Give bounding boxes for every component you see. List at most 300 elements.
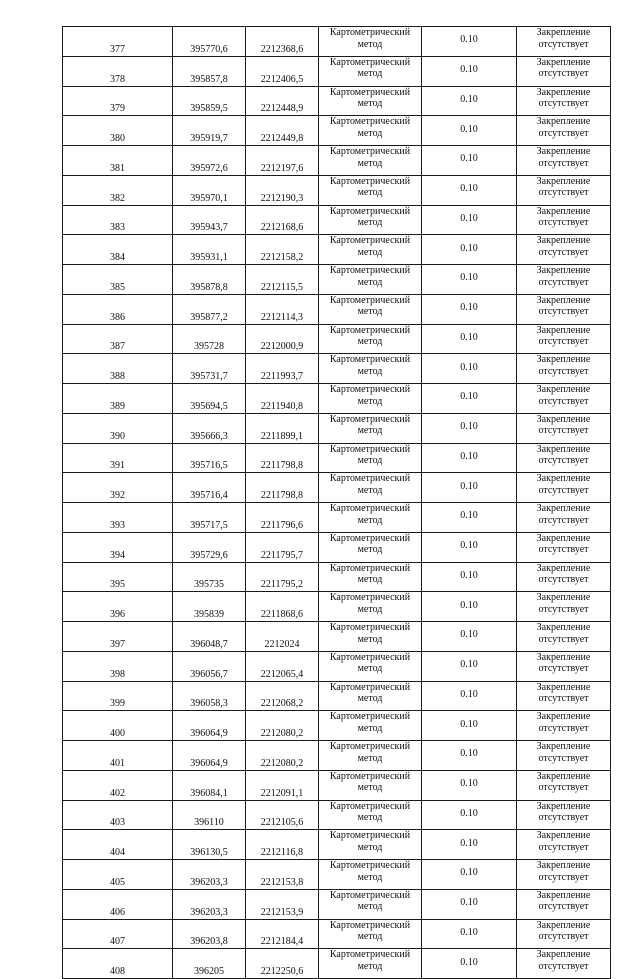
fixation-line-1: Закрепление bbox=[536, 265, 591, 276]
method-cell bbox=[319, 622, 422, 652]
method-line-2: метод bbox=[357, 633, 383, 645]
table-row bbox=[63, 592, 611, 622]
fixation-line-1: Закрепление bbox=[536, 27, 591, 38]
y-coordinate-cell: 2211795,7 bbox=[246, 532, 319, 562]
y-coordinate-cell: 2212449,8 bbox=[246, 116, 319, 146]
precision-cell: 0.10 bbox=[422, 830, 517, 860]
table-row bbox=[63, 413, 611, 443]
method-line-1: Картометрический bbox=[329, 205, 411, 217]
fixation-cell bbox=[517, 592, 611, 622]
precision-cell: 0.10 bbox=[422, 681, 517, 711]
point-number-cell: 391 bbox=[63, 443, 173, 473]
fixation-line-1: Закрепление bbox=[536, 146, 591, 157]
method-line-1: Картометрический bbox=[329, 27, 411, 38]
fixation-line-1: Закрепление bbox=[536, 384, 591, 395]
precision-cell: 0.10 bbox=[422, 800, 517, 830]
y-coordinate-cell: 2211993,7 bbox=[246, 354, 319, 384]
point-number-cell: 393 bbox=[63, 503, 173, 533]
method-line-2: метод bbox=[357, 484, 383, 496]
table-row bbox=[63, 770, 611, 800]
table-row bbox=[63, 443, 611, 473]
table-row bbox=[63, 622, 611, 652]
method-cell bbox=[319, 860, 422, 890]
method-line-2: метод bbox=[357, 722, 383, 734]
fixation-line-1: Закрепление bbox=[536, 294, 591, 306]
method-line-1: Картометрический bbox=[329, 830, 411, 842]
fixation-cell bbox=[517, 949, 611, 979]
point-number-cell: 384 bbox=[63, 235, 173, 265]
y-coordinate-cell: 2212065,4 bbox=[246, 651, 319, 681]
method-cell bbox=[319, 919, 422, 949]
fixation-line-2: отсутствует bbox=[538, 365, 589, 377]
fixation-line-1: Закрепление bbox=[536, 116, 591, 128]
method-line-2: метод bbox=[357, 98, 383, 109]
method-cell bbox=[319, 146, 422, 176]
method-cell bbox=[319, 443, 422, 473]
method-cell bbox=[319, 175, 422, 205]
y-coordinate-cell: 2212153,9 bbox=[246, 889, 319, 919]
method-line-2: метод bbox=[357, 812, 383, 823]
method-line-1: Картометрический bbox=[329, 562, 411, 574]
table-row bbox=[63, 830, 611, 860]
precision-cell: 0.10 bbox=[422, 651, 517, 681]
method-line-2: метод bbox=[357, 901, 383, 913]
method-line-2: метод bbox=[357, 841, 383, 853]
method-line-1: Картометрический bbox=[329, 86, 411, 98]
x-coordinate-cell: 396110 bbox=[173, 800, 246, 830]
fixation-line-1: Закрепление bbox=[536, 860, 591, 871]
x-coordinate-cell: 395694,5 bbox=[173, 384, 246, 414]
method-line-1: Картометрический bbox=[329, 146, 411, 157]
fixation-line-2: отсутствует bbox=[538, 455, 589, 466]
method-line-1: Картометрический bbox=[329, 354, 411, 366]
method-line-2: метод bbox=[357, 276, 383, 288]
method-line-2: метод bbox=[357, 603, 383, 615]
table-row bbox=[63, 562, 611, 592]
method-line-1: Картометрический bbox=[329, 384, 411, 395]
table-row bbox=[63, 56, 611, 86]
y-coordinate-cell: 2212068,2 bbox=[246, 681, 319, 711]
fixation-line-1: Закрепление bbox=[536, 711, 591, 723]
point-number-cell: 389 bbox=[63, 384, 173, 414]
point-number-cell: 383 bbox=[63, 205, 173, 235]
point-number-cell: 405 bbox=[63, 860, 173, 890]
fixation-line-1: Закрепление bbox=[536, 919, 591, 931]
fixation-line-2: отсутствует bbox=[538, 306, 589, 318]
point-number-cell: 397 bbox=[63, 622, 173, 652]
precision-cell: 0.10 bbox=[422, 532, 517, 562]
precision-cell: 0.10 bbox=[422, 919, 517, 949]
table-row bbox=[63, 324, 611, 354]
fixation-cell bbox=[517, 651, 611, 681]
method-line-2: метод bbox=[357, 931, 383, 942]
method-cell bbox=[319, 265, 422, 295]
method-line-2: метод bbox=[357, 68, 383, 80]
fixation-line-2: отсутствует bbox=[538, 127, 589, 139]
point-number-cell: 399 bbox=[63, 681, 173, 711]
fixation-line-1: Закрепление bbox=[536, 86, 591, 98]
fixation-cell bbox=[517, 56, 611, 86]
precision-cell: 0.10 bbox=[422, 503, 517, 533]
fixation-line-2: отсутствует bbox=[538, 336, 589, 347]
method-cell bbox=[319, 592, 422, 622]
precision-cell: 0.10 bbox=[422, 27, 517, 57]
fixation-line-1: Закрепление bbox=[536, 800, 591, 812]
method-line-1: Картометрический bbox=[329, 592, 411, 604]
y-coordinate-cell: 2211798,8 bbox=[246, 473, 319, 503]
method-line-1: Картометрический bbox=[329, 889, 411, 901]
precision-cell: 0.10 bbox=[422, 205, 517, 235]
method-line-2: метод bbox=[357, 157, 383, 169]
fixation-cell bbox=[517, 800, 611, 830]
table-row bbox=[63, 741, 611, 771]
fixation-cell bbox=[517, 146, 611, 176]
fixation-line-2: отсутствует bbox=[538, 38, 589, 50]
table-row bbox=[63, 294, 611, 324]
table-row bbox=[63, 473, 611, 503]
point-number-cell: 379 bbox=[63, 86, 173, 116]
method-line-1: Картометрический bbox=[329, 800, 411, 812]
precision-cell: 0.10 bbox=[422, 384, 517, 414]
fixation-line-1: Закрепление bbox=[536, 205, 591, 217]
x-coordinate-cell: 395878,8 bbox=[173, 265, 246, 295]
x-coordinate-cell: 395859,5 bbox=[173, 86, 246, 116]
fixation-line-1: Закрепление bbox=[536, 651, 591, 663]
x-coordinate-cell: 395931,1 bbox=[173, 235, 246, 265]
precision-cell: 0.10 bbox=[422, 562, 517, 592]
table-row bbox=[63, 503, 611, 533]
point-number-cell: 392 bbox=[63, 473, 173, 503]
y-coordinate-cell: 2212024 bbox=[246, 622, 319, 652]
fixation-line-2: отсутствует bbox=[538, 812, 589, 823]
x-coordinate-cell: 396203,3 bbox=[173, 889, 246, 919]
method-line-2: метод bbox=[357, 514, 383, 526]
point-number-cell: 395 bbox=[63, 562, 173, 592]
method-line-1: Картометрический bbox=[329, 711, 411, 723]
y-coordinate-cell: 2212406,5 bbox=[246, 56, 319, 86]
fixation-cell bbox=[517, 503, 611, 533]
method-line-2: метод bbox=[357, 871, 383, 883]
fixation-line-1: Закрепление bbox=[536, 830, 591, 842]
method-cell bbox=[319, 86, 422, 116]
fixation-line-2: отсутствует bbox=[538, 544, 589, 556]
fixation-line-2: отсутствует bbox=[538, 663, 589, 675]
fixation-cell bbox=[517, 919, 611, 949]
y-coordinate-cell: 2212115,5 bbox=[246, 265, 319, 295]
method-cell bbox=[319, 949, 422, 979]
fixation-cell bbox=[517, 205, 611, 235]
method-cell bbox=[319, 354, 422, 384]
fixation-line-2: отсутствует bbox=[538, 960, 589, 972]
fixation-cell bbox=[517, 116, 611, 146]
fixation-line-2: отсутствует bbox=[538, 246, 589, 258]
point-number-cell: 390 bbox=[63, 413, 173, 443]
fixation-cell bbox=[517, 681, 611, 711]
fixation-line-1: Закрепление bbox=[536, 949, 591, 961]
table-row bbox=[63, 205, 611, 235]
y-coordinate-cell: 2212116,8 bbox=[246, 830, 319, 860]
fixation-line-1: Закрепление bbox=[536, 443, 591, 455]
method-line-2: метод bbox=[357, 306, 383, 318]
method-line-2: метод bbox=[357, 574, 383, 585]
fixation-cell bbox=[517, 562, 611, 592]
fixation-line-1: Закрепление bbox=[536, 889, 591, 901]
fixation-cell bbox=[517, 265, 611, 295]
method-line-2: метод bbox=[357, 663, 383, 675]
method-line-1: Картометрический bbox=[329, 443, 411, 455]
fixation-line-1: Закрепление bbox=[536, 592, 591, 604]
point-number-cell: 406 bbox=[63, 889, 173, 919]
table-row bbox=[63, 711, 611, 741]
point-number-cell: 407 bbox=[63, 919, 173, 949]
fixation-cell bbox=[517, 294, 611, 324]
fixation-cell bbox=[517, 622, 611, 652]
x-coordinate-cell: 395877,2 bbox=[173, 294, 246, 324]
x-coordinate-cell: 395943,7 bbox=[173, 205, 246, 235]
method-cell bbox=[319, 413, 422, 443]
fixation-line-1: Закрепление bbox=[536, 473, 591, 485]
table-row bbox=[63, 235, 611, 265]
method-line-1: Картометрический bbox=[329, 949, 411, 961]
method-line-2: метод bbox=[357, 782, 383, 794]
x-coordinate-cell: 395666,3 bbox=[173, 413, 246, 443]
y-coordinate-cell: 2212158,2 bbox=[246, 235, 319, 265]
y-coordinate-cell: 2212080,2 bbox=[246, 711, 319, 741]
x-coordinate-cell: 395839 bbox=[173, 592, 246, 622]
precision-cell: 0.10 bbox=[422, 146, 517, 176]
fixation-line-2: отсутствует bbox=[538, 514, 589, 526]
fixation-line-1: Закрепление bbox=[536, 562, 591, 574]
method-line-2: метод bbox=[357, 752, 383, 764]
table-row bbox=[63, 86, 611, 116]
table-row bbox=[63, 265, 611, 295]
point-number-cell: 396 bbox=[63, 592, 173, 622]
x-coordinate-cell: 396056,7 bbox=[173, 651, 246, 681]
method-cell bbox=[319, 205, 422, 235]
point-number-cell: 381 bbox=[63, 146, 173, 176]
table-row bbox=[63, 681, 611, 711]
method-cell bbox=[319, 324, 422, 354]
point-number-cell: 378 bbox=[63, 56, 173, 86]
method-line-2: метод bbox=[357, 365, 383, 377]
precision-cell: 0.10 bbox=[422, 265, 517, 295]
y-coordinate-cell: 2211868,6 bbox=[246, 592, 319, 622]
boundary-points-table bbox=[62, 26, 611, 979]
y-coordinate-cell: 2212105,6 bbox=[246, 800, 319, 830]
fixation-cell bbox=[517, 741, 611, 771]
precision-cell: 0.10 bbox=[422, 354, 517, 384]
y-coordinate-cell: 2212153,8 bbox=[246, 860, 319, 890]
x-coordinate-cell: 396205 bbox=[173, 949, 246, 979]
table-row bbox=[63, 27, 611, 57]
fixation-cell bbox=[517, 354, 611, 384]
method-cell bbox=[319, 56, 422, 86]
method-line-2: метод bbox=[357, 127, 383, 139]
method-cell bbox=[319, 294, 422, 324]
x-coordinate-cell: 395735 bbox=[173, 562, 246, 592]
x-coordinate-cell: 395770,6 bbox=[173, 27, 246, 57]
fixation-cell bbox=[517, 443, 611, 473]
y-coordinate-cell: 2212114,3 bbox=[246, 294, 319, 324]
y-coordinate-cell: 2211940,8 bbox=[246, 384, 319, 414]
fixation-cell bbox=[517, 413, 611, 443]
point-number-cell: 385 bbox=[63, 265, 173, 295]
precision-cell: 0.10 bbox=[422, 770, 517, 800]
x-coordinate-cell: 396203,8 bbox=[173, 919, 246, 949]
fixation-line-2: отсутствует bbox=[538, 603, 589, 615]
point-number-cell: 398 bbox=[63, 651, 173, 681]
fixation-line-2: отсутствует bbox=[538, 931, 589, 942]
y-coordinate-cell: 2212368,6 bbox=[246, 27, 319, 57]
x-coordinate-cell: 395970,1 bbox=[173, 175, 246, 205]
fixation-line-1: Закрепление bbox=[536, 503, 591, 514]
method-line-1: Картометрический bbox=[329, 116, 411, 128]
table-row bbox=[63, 532, 611, 562]
method-line-2: метод bbox=[357, 187, 383, 199]
point-number-cell: 386 bbox=[63, 294, 173, 324]
method-line-1: Картометрический bbox=[329, 175, 411, 187]
fixation-line-2: отсутствует bbox=[538, 722, 589, 734]
fixation-line-2: отсутствует bbox=[538, 901, 589, 913]
method-cell bbox=[319, 562, 422, 592]
x-coordinate-cell: 395857,8 bbox=[173, 56, 246, 86]
fixation-line-1: Закрепление bbox=[536, 354, 591, 366]
fixation-cell bbox=[517, 532, 611, 562]
method-line-1: Картометрический bbox=[329, 741, 411, 752]
x-coordinate-cell: 395919,7 bbox=[173, 116, 246, 146]
y-coordinate-cell: 2212250,6 bbox=[246, 949, 319, 979]
fixation-line-1: Закрепление bbox=[536, 741, 591, 752]
method-line-1: Картометрический bbox=[329, 56, 411, 68]
method-line-2: метод bbox=[357, 217, 383, 228]
fixation-line-2: отсутствует bbox=[538, 395, 589, 407]
method-line-2: метод bbox=[357, 455, 383, 466]
point-number-cell: 402 bbox=[63, 770, 173, 800]
method-line-1: Картометрический bbox=[329, 532, 411, 544]
table-row bbox=[63, 354, 611, 384]
precision-cell: 0.10 bbox=[422, 592, 517, 622]
method-line-1: Картометрический bbox=[329, 473, 411, 485]
precision-cell: 0.10 bbox=[422, 175, 517, 205]
precision-cell: 0.10 bbox=[422, 741, 517, 771]
y-coordinate-cell: 2212190,3 bbox=[246, 175, 319, 205]
method-line-1: Картометрический bbox=[329, 265, 411, 276]
fixation-cell bbox=[517, 175, 611, 205]
method-cell bbox=[319, 830, 422, 860]
fixation-line-2: отсутствует bbox=[538, 217, 589, 228]
method-cell bbox=[319, 651, 422, 681]
y-coordinate-cell: 2212168,6 bbox=[246, 205, 319, 235]
method-line-2: метод bbox=[357, 693, 383, 704]
x-coordinate-cell: 395728 bbox=[173, 324, 246, 354]
x-coordinate-cell: 396048,7 bbox=[173, 622, 246, 652]
y-coordinate-cell: 2211796,6 bbox=[246, 503, 319, 533]
precision-cell: 0.10 bbox=[422, 860, 517, 890]
precision-cell: 0.10 bbox=[422, 324, 517, 354]
fixation-line-1: Закрепление bbox=[536, 681, 591, 693]
fixation-line-1: Закрепление bbox=[536, 235, 591, 247]
fixation-line-2: отсутствует bbox=[538, 574, 589, 585]
method-line-1: Картометрический bbox=[329, 651, 411, 663]
x-coordinate-cell: 395972,6 bbox=[173, 146, 246, 176]
precision-cell: 0.10 bbox=[422, 622, 517, 652]
y-coordinate-cell: 2212197,6 bbox=[246, 146, 319, 176]
precision-cell: 0.10 bbox=[422, 949, 517, 979]
fixation-line-2: отсутствует bbox=[538, 782, 589, 794]
point-number-cell: 401 bbox=[63, 741, 173, 771]
fixation-cell bbox=[517, 86, 611, 116]
method-cell bbox=[319, 27, 422, 57]
method-line-1: Картометрический bbox=[329, 770, 411, 782]
y-coordinate-cell: 2212184,4 bbox=[246, 919, 319, 949]
x-coordinate-cell: 396130,5 bbox=[173, 830, 246, 860]
fixation-cell bbox=[517, 711, 611, 741]
precision-cell: 0.10 bbox=[422, 413, 517, 443]
method-line-2: метод bbox=[357, 38, 383, 50]
method-cell bbox=[319, 116, 422, 146]
fixation-line-1: Закрепление bbox=[536, 770, 591, 782]
point-number-cell: 388 bbox=[63, 354, 173, 384]
table-row bbox=[63, 175, 611, 205]
fixation-cell bbox=[517, 27, 611, 57]
point-number-cell: 403 bbox=[63, 800, 173, 830]
y-coordinate-cell: 2212000,9 bbox=[246, 324, 319, 354]
y-coordinate-cell: 2211795,2 bbox=[246, 562, 319, 592]
x-coordinate-cell: 396064,9 bbox=[173, 741, 246, 771]
fixation-line-2: отсутствует bbox=[538, 484, 589, 496]
point-number-cell: 394 bbox=[63, 532, 173, 562]
fixation-line-2: отсутствует bbox=[538, 157, 589, 169]
table-body bbox=[63, 27, 611, 979]
fixation-line-1: Закрепление bbox=[536, 532, 591, 544]
method-cell bbox=[319, 681, 422, 711]
point-number-cell: 382 bbox=[63, 175, 173, 205]
method-line-1: Картометрический bbox=[329, 235, 411, 247]
method-line-1: Картометрический bbox=[329, 503, 411, 514]
x-coordinate-cell: 395729,6 bbox=[173, 532, 246, 562]
fixation-line-2: отсутствует bbox=[538, 752, 589, 764]
method-line-1: Картометрический bbox=[329, 324, 411, 336]
fixation-line-2: отсутствует bbox=[538, 276, 589, 288]
y-coordinate-cell: 2211899,1 bbox=[246, 413, 319, 443]
fixation-cell bbox=[517, 473, 611, 503]
precision-cell: 0.10 bbox=[422, 889, 517, 919]
method-line-2: метод bbox=[357, 246, 383, 258]
precision-cell: 0.10 bbox=[422, 116, 517, 146]
method-line-1: Картометрический bbox=[329, 294, 411, 306]
method-cell bbox=[319, 741, 422, 771]
fixation-line-1: Закрепление bbox=[536, 175, 591, 187]
fixation-line-2: отсутствует bbox=[538, 841, 589, 853]
method-line-2: метод bbox=[357, 960, 383, 972]
method-cell bbox=[319, 384, 422, 414]
precision-cell: 0.10 bbox=[422, 235, 517, 265]
fixation-cell bbox=[517, 770, 611, 800]
method-line-2: метод bbox=[357, 425, 383, 437]
fixation-line-2: отсутствует bbox=[538, 693, 589, 704]
fixation-cell bbox=[517, 889, 611, 919]
fixation-line-1: Закрепление bbox=[536, 324, 591, 336]
method-cell bbox=[319, 889, 422, 919]
table-row bbox=[63, 949, 611, 979]
method-cell bbox=[319, 711, 422, 741]
method-line-2: метод bbox=[357, 395, 383, 407]
table-row bbox=[63, 800, 611, 830]
table-row bbox=[63, 860, 611, 890]
x-coordinate-cell: 395716,4 bbox=[173, 473, 246, 503]
precision-cell: 0.10 bbox=[422, 294, 517, 324]
method-line-1: Картометрический bbox=[329, 681, 411, 693]
